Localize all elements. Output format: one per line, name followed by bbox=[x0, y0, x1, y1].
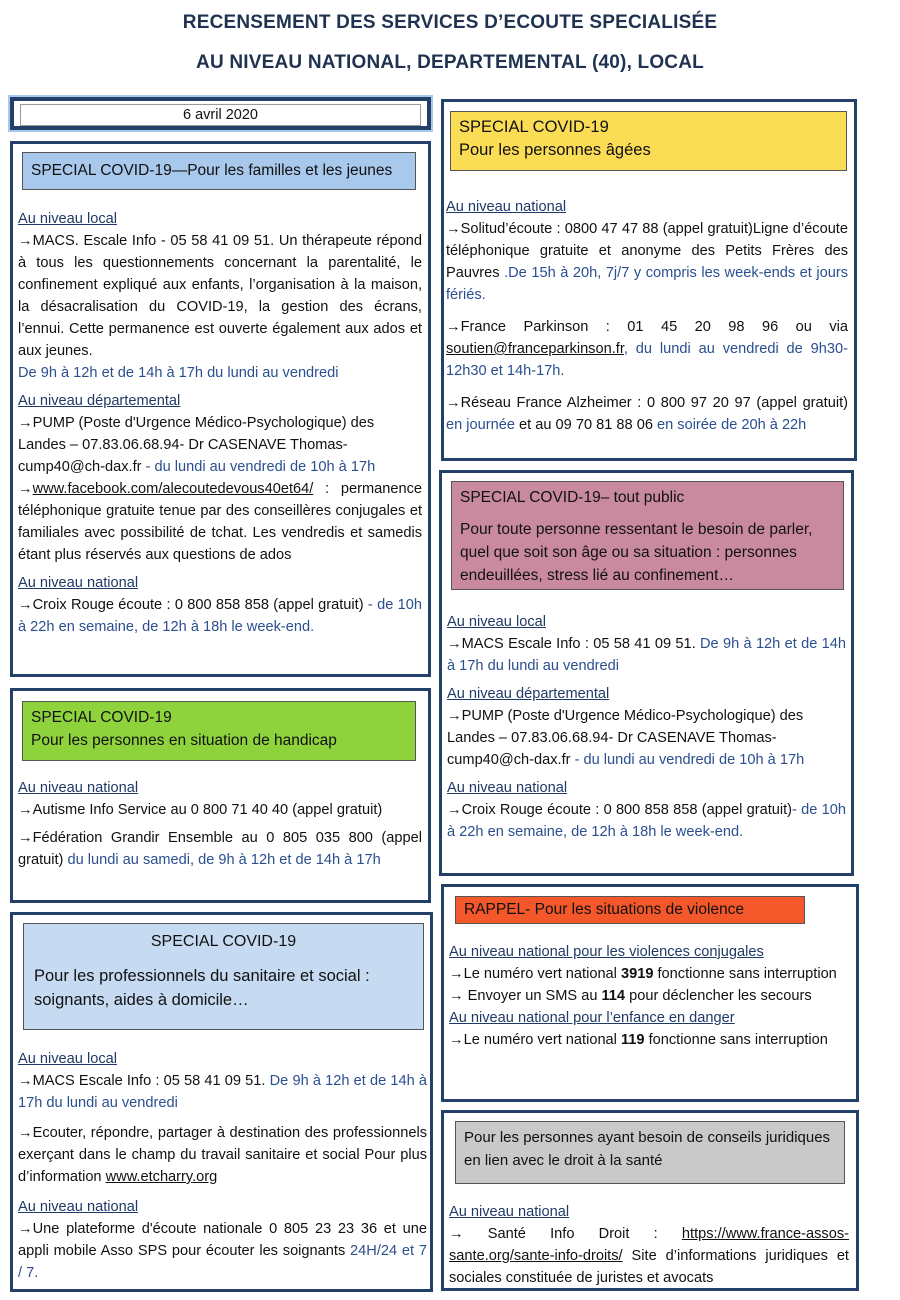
public-croix-rouge-phone: →Croix Rouge écoute : 0 800 858 858 (appel gratuit) bbox=[447, 802, 793, 818]
facebook-link[interactable]: www.facebook.com/alecoutedevous40et64/ bbox=[32, 481, 314, 497]
public-local-title: Au niveau local bbox=[447, 614, 546, 630]
solitudecoute-info bbox=[446, 218, 848, 306]
public-header-title: SPECIAL COVID-19– tout public bbox=[460, 489, 685, 506]
pros-header bbox=[23, 923, 424, 1030]
violence-conj-title: Au niveau national pour les violences conjugales bbox=[449, 944, 764, 960]
health-content bbox=[449, 1199, 849, 1289]
public-pump-hours: - du lundi au vendredi de 10h à 17h bbox=[570, 752, 805, 768]
violence-119 bbox=[449, 1029, 849, 1051]
pros-header-title: SPECIAL COVID-19 bbox=[150, 933, 297, 950]
pros-ecouter-text bbox=[18, 1122, 427, 1188]
grandir-hours: du lundi au samedi, de 9h à 12h et de 14h à 17h bbox=[63, 852, 381, 868]
pros-local-title: Au niveau local bbox=[18, 1051, 117, 1067]
macs-phone: →MACS. Escale Info - 05 58 41 09 51. bbox=[18, 233, 275, 249]
violence-114-rest: pour déclencher les secours bbox=[625, 988, 812, 1004]
public-content bbox=[447, 609, 846, 843]
families-local-text bbox=[18, 230, 422, 384]
sante-info-droit-name: → Santé Info Droit bbox=[449, 1226, 630, 1242]
parkinson-info bbox=[446, 316, 848, 382]
alzheimer-info bbox=[446, 392, 848, 436]
families-content bbox=[18, 206, 422, 638]
solitudecoute-phone: →Solitud’écoute : 0800 47 47 88 (appel gratuit) bbox=[446, 221, 753, 237]
facebook-description: : permanence téléphonique gratuite tenue par des conseillères conjugales et familiales avec possibilité de tchat. Les vendredis et samedis étant plus réservés aux questions de ados bbox=[18, 481, 422, 563]
pros-macs-hours: De 9h à 12h et de 14h à 17h du lundi au vendredi bbox=[18, 1073, 427, 1111]
ecouter-description: à destination des professionnels exerçant dans le champ du travail sanitaire et social Pour plus d’information bbox=[18, 1125, 427, 1185]
families-nat-text bbox=[18, 594, 422, 638]
handicap-header bbox=[22, 701, 416, 761]
croix-rouge-hours: - de 10h à 22h en semaine, de 12h à 18h le week-end. bbox=[18, 597, 423, 635]
date-frame bbox=[10, 97, 431, 130]
parkinson-email-link[interactable]: soutien@franceparkinson.fr bbox=[446, 341, 624, 357]
public-dept-text bbox=[447, 705, 846, 771]
handicap-header-subtitle: Pour les personnes en situation de handicap bbox=[31, 732, 337, 749]
elderly-header-subtitle: Pour les personnes âgées bbox=[459, 141, 651, 159]
grandir-ensemble-info bbox=[18, 827, 422, 871]
macs-hours: De 9h à 12h et de 14h à 17h du lundi au vendredi bbox=[18, 365, 339, 381]
alzheimer-and: et bbox=[514, 417, 536, 433]
pros-local-text bbox=[18, 1070, 427, 1114]
families-facebook-text bbox=[18, 478, 422, 566]
public-macs-phone: : 05 58 41 09 51. bbox=[580, 636, 696, 652]
violence-header: RAPPEL- Pour les situations de violence bbox=[455, 896, 805, 924]
health-header: Pour les personnes ayant besoin de conseils juridiques en lien avec le droit à la santé bbox=[455, 1121, 845, 1184]
elderly-header-title: SPECIAL COVID-19 bbox=[459, 118, 609, 136]
alzheimer-evening-phone: au 09 70 81 88 06 bbox=[535, 417, 653, 433]
handicap-nat-title: Au niveau national bbox=[18, 780, 139, 796]
public-macs-name: →MACS Escale Info bbox=[447, 636, 581, 652]
violence-3919-text: →Le numéro vert national bbox=[449, 966, 621, 982]
public-nat-text bbox=[447, 799, 846, 843]
alzheimer-phone: →Réseau France Alzheimer : 0 800 97 20 97 (appel gratuit) bbox=[446, 395, 848, 411]
violence-114 bbox=[449, 985, 849, 1007]
grandir-mid: au bbox=[232, 830, 267, 846]
elderly-content bbox=[446, 194, 848, 436]
plateforme-hours: 24H/24 et 7 / 7. bbox=[18, 1243, 427, 1281]
parkinson-hours: , du lundi au vendredi de 9h30-12h30 et 14h-17h. bbox=[446, 341, 848, 379]
public-local-text bbox=[447, 633, 846, 677]
pros-content bbox=[18, 1046, 427, 1284]
public-nat-title: Au niveau national bbox=[447, 780, 568, 796]
sante-info-droit bbox=[449, 1223, 849, 1289]
public-dept-title: Au niveau départemental bbox=[447, 686, 610, 702]
plateforme-description: et une appli mobile Asso SPS pour écouter les soignants bbox=[18, 1221, 427, 1259]
violence-119-text: →Le numéro vert national bbox=[449, 1032, 621, 1048]
health-nat-title: Au niveau national bbox=[449, 1204, 570, 1220]
grandir-name: →Fédération Grandir Ensemble bbox=[18, 830, 233, 846]
violence-114-number: 114 bbox=[601, 988, 626, 1004]
date-label: 6 avril 2020 bbox=[20, 104, 421, 126]
public-header-subtitle: Pour toute personne ressentant le besoin de parler, quel que soit son âge ou sa situation : personnes endeuillées, stress lié au confinement… bbox=[460, 521, 813, 584]
pros-macs-name: →MACS Escale Info bbox=[18, 1073, 152, 1089]
families-dept-title: Au niveau départemental bbox=[18, 393, 181, 409]
public-croix-rouge-hours: - de 10h à 22h en semaine, de 12h à 18h le week-end. bbox=[447, 802, 846, 840]
handicap-content bbox=[18, 775, 422, 871]
families-local-title: Au niveau local bbox=[18, 211, 117, 227]
page-title-line2: AU NIVEAU NATIONAL, DEPARTEMENTAL (40), LOCAL bbox=[196, 52, 704, 73]
violence-3919 bbox=[449, 963, 849, 985]
violence-3919-number: 3919 bbox=[620, 966, 654, 982]
violence-child-title: Au niveau national pour l’enfance en danger bbox=[449, 1010, 735, 1026]
pump-phone: →PUMP (Poste d'Urgence Médico-Psychologique) des Landes – 07.83.06.68.94 bbox=[18, 415, 375, 453]
elderly-nat-title: Au niveau national bbox=[446, 199, 567, 215]
pros-macs-phone: : 05 58 41 09 51. bbox=[151, 1073, 266, 1089]
pump-email: - Dr CASENAVE Thomas-cump40@ch-dax.fr bbox=[18, 437, 348, 475]
violence-119-number: 119 bbox=[620, 1032, 645, 1048]
alzheimer-day: en journée bbox=[446, 417, 515, 433]
public-pump-phone: →PUMP (Poste d'Urgence Médico-Psychologique) des Landes – 07.83.06.68.94 bbox=[447, 708, 804, 746]
violence-119-rest: fonctionne sans interruption bbox=[644, 1032, 828, 1048]
public-macs-hours: De 9h à 12h et de 14h à 17h du lundi au vendredi bbox=[447, 636, 846, 674]
parkinson-mid: ou via bbox=[778, 319, 849, 335]
sante-info-droit-link[interactable]: https://www.france-assos-sante.org/sante-info-droits/ bbox=[449, 1226, 849, 1264]
ecouter-name: →Ecouter, répondre, partager bbox=[18, 1125, 213, 1141]
sante-info-droit-description: Site d’informations juridiques et sociales constituée de juristes et avocats bbox=[449, 1248, 849, 1286]
macs-description: Un thérapeute répond à tous les questionnements concernant la parentalité, le confinement expliqué aux enfants, l’organisation à la maison, la désacralisation du COVID-19, la gestion des écrans, l’ennui. Cette permanence est ouverte également aux ados et aux jeunes. bbox=[18, 233, 422, 359]
plateforme-phone: →Une plateforme d'écoute nationale 0 805 23 23 36 bbox=[18, 1221, 378, 1237]
arrow-icon: → bbox=[18, 481, 33, 497]
croix-rouge-phone: →Croix Rouge écoute : 0 800 858 858 (appel gratuit) bbox=[18, 597, 364, 613]
sante-info-droit-mid: : bbox=[629, 1226, 682, 1242]
families-header: SPECIAL COVID-19—Pour les familles et les jeunes bbox=[22, 152, 416, 190]
page-title-line1: RECENSEMENT DES SERVICES D’ECOUTE SPECIALISÉE bbox=[182, 12, 718, 33]
autisme-info: →Autisme Info Service au 0 800 71 40 40 (appel gratuit) bbox=[18, 802, 383, 818]
pump-hours: - du lundi au vendredi de 10h à 17h bbox=[141, 459, 376, 475]
grandir-phone: 0 805 035 800 (appel gratuit) bbox=[18, 830, 423, 868]
handicap-header-title: SPECIAL COVID-19 bbox=[31, 709, 172, 726]
violence-content bbox=[449, 941, 849, 1051]
violence-114-text: → Envoyer un SMS au bbox=[449, 988, 602, 1004]
pros-header-subtitle: Pour les professionnels du sanitaire et social : soignants, aides à domicile… bbox=[34, 967, 370, 1009]
public-pump-email: - Dr CASENAVE Thomas-cump40@ch-dax.fr bbox=[447, 730, 777, 768]
pros-nat-text bbox=[18, 1218, 427, 1284]
families-dept-text bbox=[18, 412, 422, 478]
pros-nat-title: Au niveau national bbox=[18, 1199, 139, 1215]
solitudecoute-hours: .De 15h à 20h, 7j/7 y compris les week-ends et jours fériés. bbox=[446, 265, 848, 303]
violence-3919-rest: fonctionne sans interruption bbox=[653, 966, 837, 982]
parkinson-phone: →France Parkinson : 01 45 20 98 96 bbox=[446, 319, 779, 335]
solitudecoute-description: Ligne d’écoute téléphonique gratuite et anonyme des Petits Frères des Pauvres bbox=[446, 221, 848, 281]
etcharry-link[interactable]: www.etcharry.org bbox=[105, 1169, 218, 1185]
families-nat-title: Au niveau national bbox=[18, 575, 139, 591]
elderly-header bbox=[450, 111, 847, 171]
public-header bbox=[451, 481, 844, 590]
alzheimer-evening-hours: en soirée de 20h à 22h bbox=[652, 417, 807, 433]
